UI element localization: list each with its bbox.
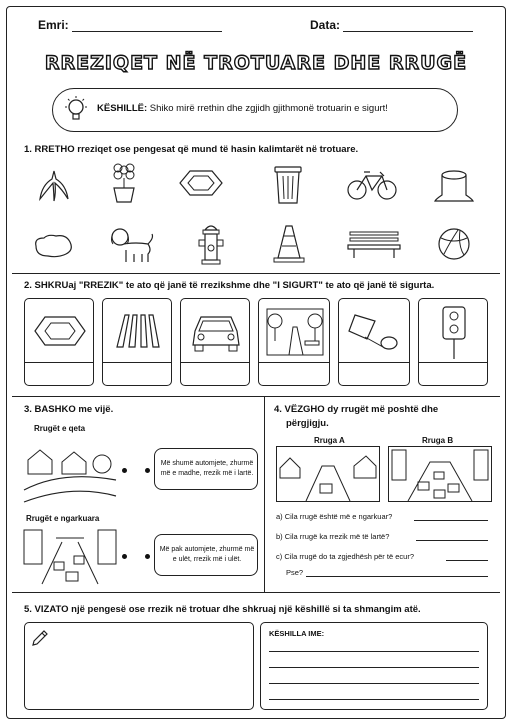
road-a-image <box>276 446 380 502</box>
date-field[interactable] <box>310 18 473 32</box>
puddle-icon[interactable] <box>30 232 76 260</box>
answer-line[interactable] <box>259 362 329 363</box>
answer-line[interactable] <box>419 362 487 363</box>
ball-icon[interactable] <box>436 226 472 262</box>
q1-title: 1. RRETHO rreziqet ose pengesat që mund të hasin kalimtarët në trotuare. <box>24 144 359 155</box>
date-label: Data: <box>310 18 341 32</box>
lightbulb-icon <box>61 95 91 125</box>
advice-line-2[interactable] <box>269 667 479 668</box>
tip-label: KËSHILLË: <box>97 103 148 114</box>
crosswalk-icon <box>109 311 167 351</box>
column-divider <box>264 396 265 592</box>
card-2[interactable] <box>102 298 172 386</box>
card-4[interactable] <box>258 298 330 386</box>
park-path-icon <box>265 307 325 357</box>
quiet-street-image <box>22 440 118 506</box>
why-line[interactable] <box>306 576 488 577</box>
bubble-b <box>154 534 258 576</box>
bench-icon[interactable] <box>346 228 402 260</box>
name-field[interactable] <box>38 18 222 32</box>
dog-icon[interactable] <box>106 224 156 264</box>
bicycle-icon[interactable] <box>346 168 398 202</box>
q5-title: 5. VIZATO një pengesë ose rrezik në trotuar dhe shkruaj një këshillë si ta shmangim atë. <box>24 604 421 615</box>
flower-pot-icon[interactable] <box>104 160 144 204</box>
open-manhole-icon <box>31 311 89 351</box>
traffic-cone-icon[interactable] <box>272 222 306 264</box>
card-1[interactable] <box>24 298 94 386</box>
tree-stump-icon[interactable] <box>432 165 476 203</box>
manhole-cover-icon[interactable] <box>176 166 226 200</box>
pedestrian-light-icon <box>433 305 475 361</box>
q4-title: 4. VËZGHO dy rrugët më poshtë dhe <box>274 404 439 415</box>
bubble-a-text: Më shumë automjete, zhurmë më e madhe, rrezik më i lartë. <box>160 460 254 477</box>
answer-c-line[interactable] <box>446 560 488 561</box>
bubble-b-dot[interactable] <box>145 554 150 559</box>
bubble-a-dot[interactable] <box>145 468 150 473</box>
tip-banner <box>52 88 458 132</box>
date-line[interactable] <box>343 20 473 32</box>
pencil-icon <box>31 629 49 647</box>
card-5[interactable] <box>338 298 410 386</box>
road-a-label: Rruga A <box>314 436 345 445</box>
road-b-label: Rruga B <box>422 436 454 445</box>
answer-line[interactable] <box>25 362 93 363</box>
why-label: Pse? <box>286 568 304 577</box>
road-b-image <box>388 446 492 502</box>
bubble-a <box>154 448 258 490</box>
quiet-street-label: Rrugët e qeta <box>34 424 86 433</box>
divider-3 <box>12 592 500 593</box>
question-a: a) Cila rrugë është më e ngarkuar? <box>276 512 393 521</box>
banana-peel-icon[interactable] <box>34 165 74 203</box>
busy-street-dot[interactable] <box>122 554 127 559</box>
tip-text <box>97 103 388 114</box>
question-c: c) Cila rrugë do ta zgjedhësh për të ecur? <box>276 552 414 561</box>
trash-can-icon[interactable] <box>272 163 304 205</box>
quiet-street-dot[interactable] <box>122 468 127 473</box>
q3-title: 3. BASHKO me vijë. <box>24 404 114 415</box>
q2-title: 2. SHKRUaj "RREZIK" te ato që janë të rrezikshme dhe "I SIGURT" te ato që janë të sigurta. <box>24 280 435 291</box>
fire-hydrant-icon[interactable] <box>196 220 226 266</box>
answer-a-line[interactable] <box>414 520 488 521</box>
advice-line-1[interactable] <box>269 651 479 652</box>
answer-line[interactable] <box>339 362 409 363</box>
answer-line[interactable] <box>181 362 249 363</box>
q4-title-cont: përgjigju. <box>286 418 329 429</box>
drawing-area[interactable] <box>24 622 254 710</box>
advice-line-3[interactable] <box>269 683 479 684</box>
name-label: Emri: <box>38 18 69 32</box>
tip-body: Shiko mirë rrethin dhe zgjidh gjithmonë trotuarin e sigurt! <box>149 103 388 114</box>
advice-area[interactable] <box>260 622 488 710</box>
divider-1 <box>12 273 500 274</box>
page-title: RREZIQET NË TROTUARE DHE RRUGË <box>44 52 468 74</box>
advice-line-4[interactable] <box>269 699 479 700</box>
bubble-b-text: Më pak automjete, zhurmë më e ulët, rrezik më i ulët. <box>159 546 255 563</box>
name-line[interactable] <box>72 20 222 32</box>
fallen-can-icon <box>345 309 405 355</box>
busy-street-image <box>22 528 118 586</box>
card-6[interactable] <box>418 298 488 386</box>
card-3[interactable] <box>180 298 250 386</box>
car-icon <box>187 309 245 353</box>
advice-label: KËSHILLA IME: <box>269 629 325 638</box>
answer-b-line[interactable] <box>416 540 488 541</box>
busy-street-label: Rrugët e ngarkuara <box>26 514 100 523</box>
question-b: b) Cila rrugë ka rrezik më të lartë? <box>276 532 390 541</box>
answer-line[interactable] <box>103 362 171 363</box>
divider-2 <box>12 396 500 397</box>
